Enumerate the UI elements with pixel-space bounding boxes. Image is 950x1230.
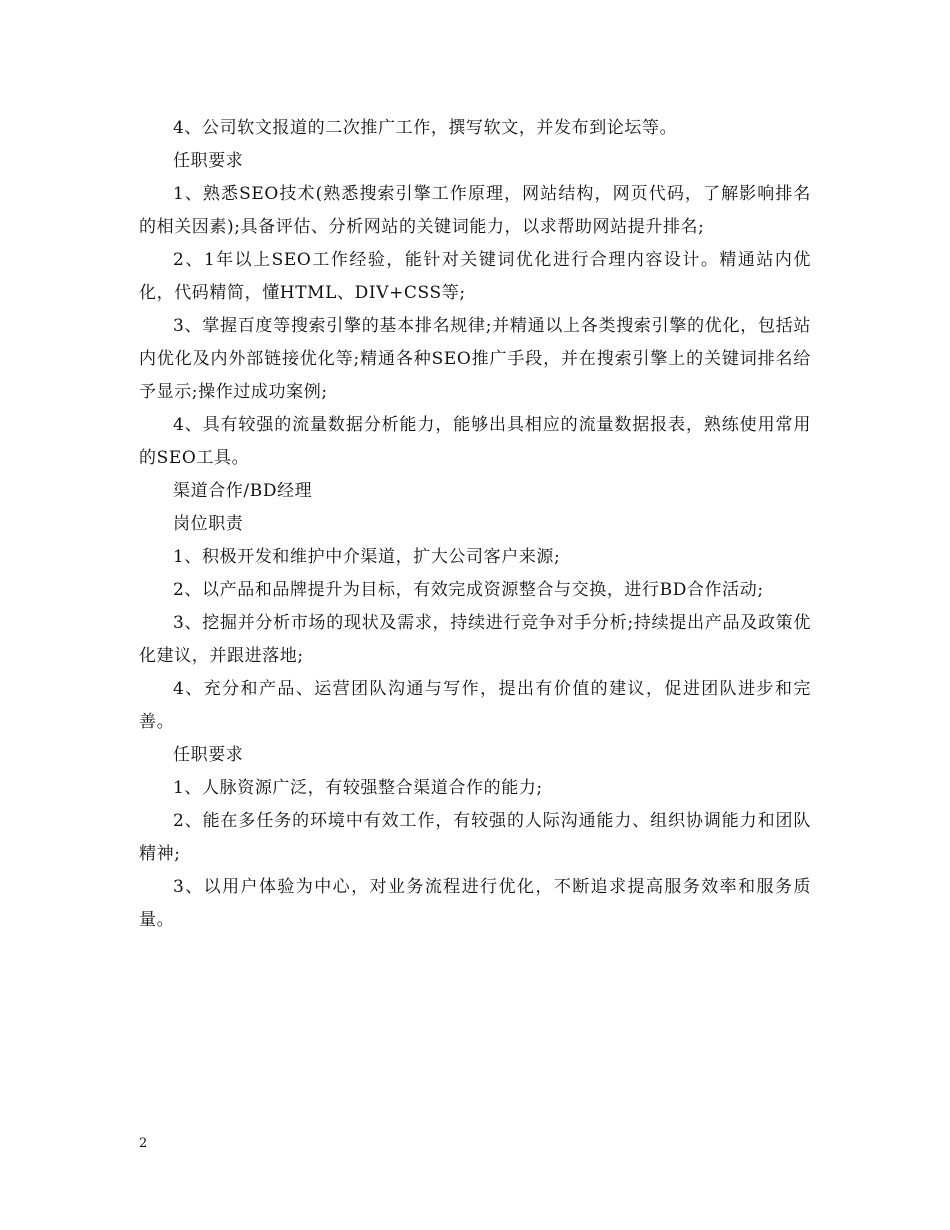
document-body <box>139 112 811 937</box>
section-heading-requirements-2: 任职要求 <box>173 745 244 765</box>
section-heading-requirements: 任职要求 <box>173 151 244 171</box>
list-item-user-experience: 3、以用户体验为中心，对业务流程进行优化，不断追求提高服务效率和服务质量。 <box>139 877 811 930</box>
list-item-seo-experience: 2、1年以上SEO工作经验，能针对关键词优化进行合理内容设计。精通站内优化，代码精简，懂HTML、DIV+CSS等; <box>139 250 811 303</box>
list-item-seo-knowledge: 1、熟悉SEO技术(熟悉搜索引擎工作原理，网站结构，网页代码，了解影响排名的相关因素);具备评估、分析网站的关键词能力，以求帮助网站提升排名; <box>139 184 811 237</box>
list-item-promotion-work: 4、公司软文报道的二次推广工作，撰写软文，并发布到论坛等。 <box>173 118 678 138</box>
list-item-network-resources: 1、人脉资源广泛，有较强整合渠道合作的能力; <box>173 778 543 798</box>
list-item-market-analysis: 3、挖掘并分析市场的现状及需求，持续进行竞争对手分析;持续提出产品及政策优化建议，并跟进落地; <box>139 613 811 666</box>
job-title-bd-manager: 渠道合作/BD经理 <box>173 481 313 501</box>
list-item-team-communication: 4、充分和产品、运营团队沟通与写作，提出有价值的建议，促进团队进步和完善。 <box>139 679 811 732</box>
section-heading-duties: 岗位职责 <box>173 514 244 534</box>
list-item-bd-cooperation: 2、以产品和品牌提升为目标，有效完成资源整合与交换，进行BD合作活动; <box>173 580 764 600</box>
list-item-traffic-analysis: 4、具有较强的流量数据分析能力，能够出具相应的流量数据报表，熟练使用常用的SEO工具。 <box>139 415 811 468</box>
list-item-multitasking: 2、能在多任务的环境中有效工作，有较强的人际沟通能力、组织协调能力和团队精神; <box>139 811 811 864</box>
page-number: 2 <box>139 1136 148 1151</box>
list-item-channel-development: 1、积极开发和维护中介渠道，扩大公司客户来源; <box>173 547 561 567</box>
list-item-ranking-rules: 3、掌握百度等搜索引擎的基本排名规律;并精通以上各类搜索引擎的优化，包括站内优化及内外部链接优化等;精通各种SEO推广手段，并在搜索引擎上的关键词排名给予显示;操作过成功案例; <box>139 316 811 402</box>
